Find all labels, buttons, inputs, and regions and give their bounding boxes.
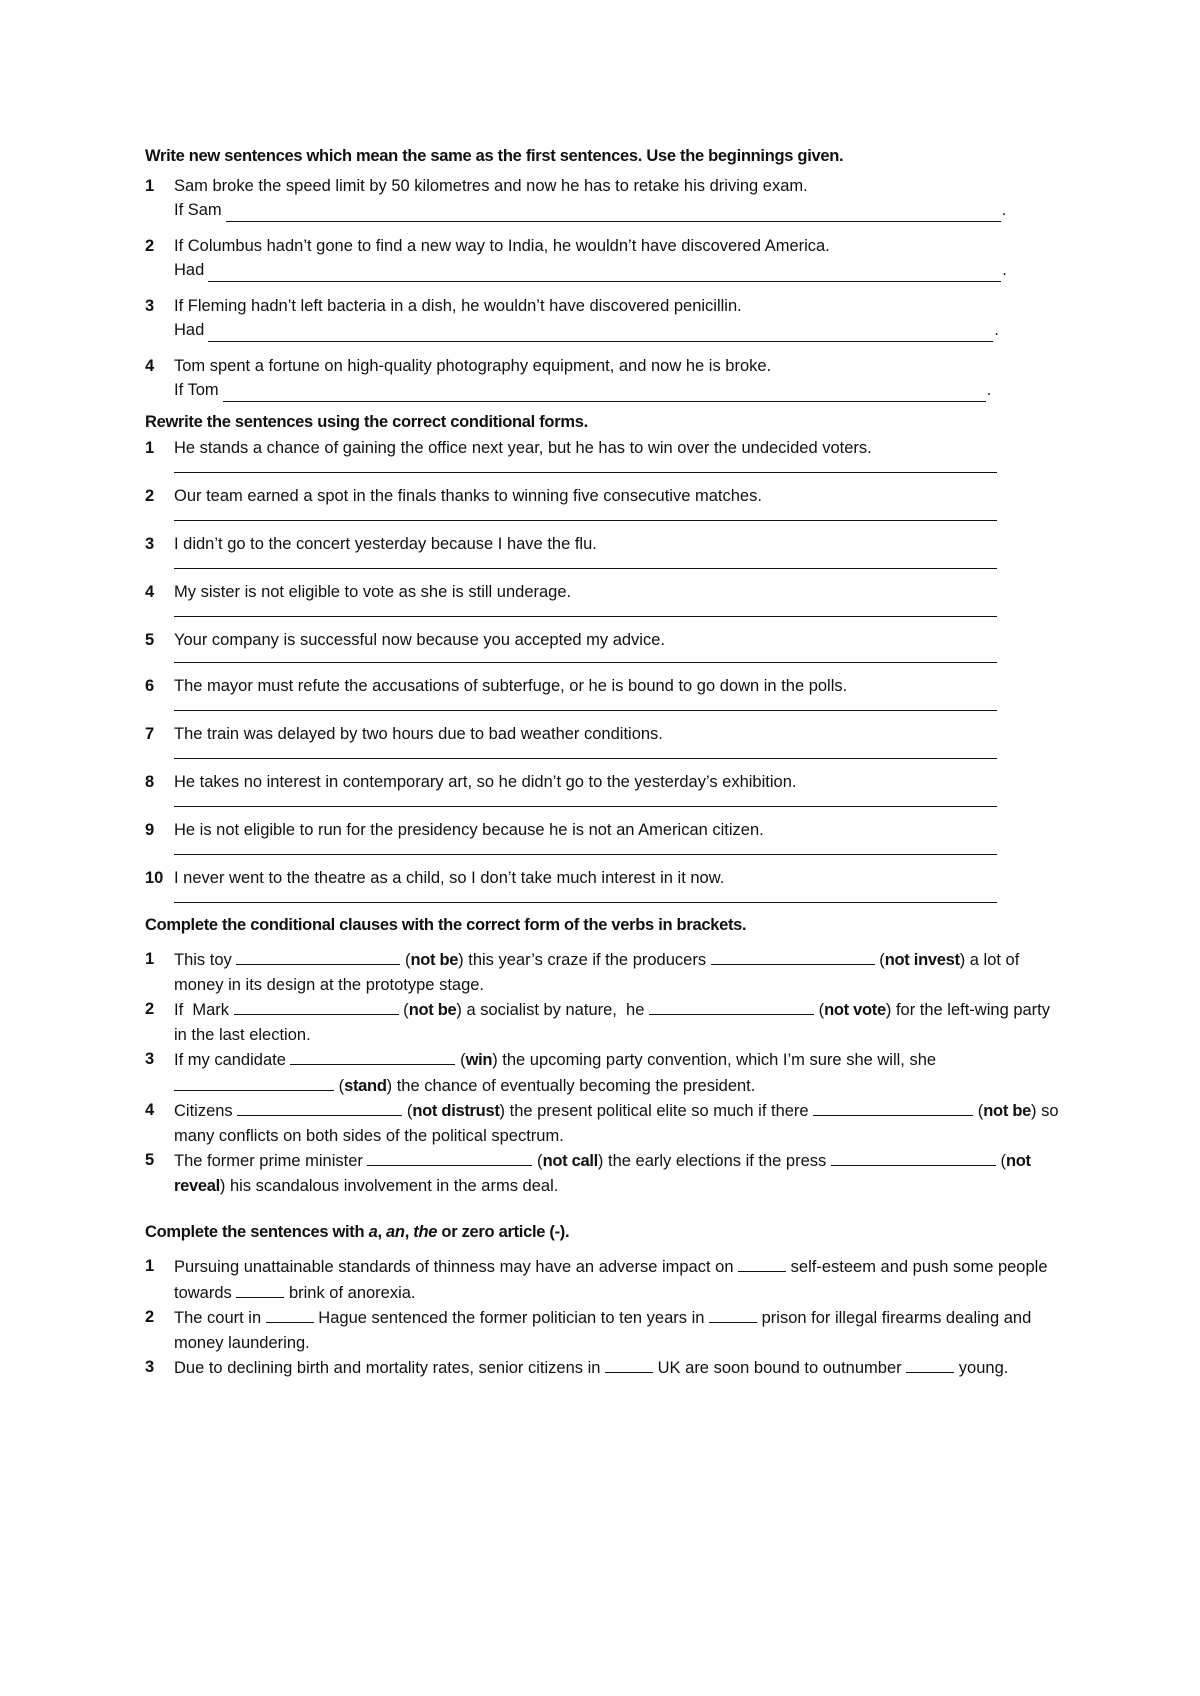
item-number: 10 (145, 869, 164, 887)
section-4-heading: Complete the sentences with a, an, the or zero article (-). (145, 1223, 570, 1241)
answer-line[interactable] (174, 698, 997, 711)
section-1-heading: Write new sentences which mean the same as the first sentences. Use the beginnings given. (145, 147, 844, 165)
item-sentence: Tom spent a fortune on high-quality photography equipment, and now he is broke. (174, 357, 772, 375)
answer-blank[interactable] (236, 947, 400, 965)
item-number: 3 (145, 1358, 155, 1376)
list-item (145, 580, 1065, 617)
list-item (145, 818, 1065, 855)
item-number: 3 (145, 1050, 155, 1068)
verb-hint: not vote (824, 1001, 886, 1019)
list-item: 1 Pursuing unattainable standards of thinness may have an adverse impact on self-esteem and push some people towards brink of anorexia. (145, 1254, 1065, 1305)
item-sentence: Sam broke the speed limit by 50 kilometres and now he has to retake his driving exam. (174, 177, 808, 195)
list-item: 1 Sam broke the speed limit by 50 kilometres and now he has to retake his driving exam. If Sam . (145, 174, 1065, 222)
section-3-heading: Complete the conditional clauses with the correct form of the verbs in brackets. (145, 916, 747, 934)
answer-blank[interactable] (223, 382, 986, 402)
answer-line[interactable] (174, 460, 997, 473)
item-number: 6 (145, 677, 155, 695)
answer-line[interactable] (174, 794, 997, 807)
item-number: 5 (145, 631, 155, 649)
verb-hint: not be (983, 1102, 1031, 1120)
answer-blank[interactable] (237, 1098, 402, 1116)
answer-blank[interactable] (174, 1073, 334, 1091)
list-item (145, 722, 1065, 759)
item-number: 3 (145, 535, 155, 553)
answer-prefix: If Tom (174, 381, 219, 399)
verb-hint: not be (410, 951, 459, 969)
list-item: 2 The court in Hague sentenced the former politician to ten years in prison for illegal firearms dealing and money laundering. (145, 1305, 1065, 1355)
list-item: 3 Due to declining birth and mortality rates, senior citizens in UK are soon bound to outnumber young. (145, 1355, 1065, 1381)
verb-hint: not invest (884, 951, 960, 969)
answer-blank[interactable] (605, 1355, 653, 1373)
list-item (145, 674, 1065, 711)
answer-blank[interactable] (813, 1098, 973, 1116)
item-number: 1 (145, 1257, 155, 1275)
answer-blank[interactable] (649, 997, 814, 1015)
verb-hint: not call (542, 1152, 598, 1170)
answer-line[interactable] (174, 746, 997, 759)
item-sentence: He takes no interest in contemporary art, so he didn’t go to the yesterday’s exhibition. (174, 773, 797, 791)
verb-hint: not reveal (174, 1152, 1031, 1195)
verb-hint: not distrust (412, 1102, 500, 1120)
item-sentence: Your company is successful now because you accepted my advice. (174, 631, 665, 649)
verb-hint: win (465, 1051, 493, 1069)
answer-blank[interactable] (234, 997, 399, 1015)
list-item: 3 If Fleming hadn’t left bacteria in a dish, he wouldn’t have discovered penicillin. Had . (145, 294, 1065, 342)
item-number: 1 (145, 177, 155, 195)
answer-blank[interactable] (709, 1305, 757, 1323)
item-sentence: He stands a chance of gaining the office next year, but he has to win over the undecided voters. (174, 439, 872, 457)
answer-line[interactable] (174, 842, 997, 855)
section-conditional-forms (145, 410, 1065, 903)
list-item: 2 If Mark (not be) a socialist by nature, he (not vote) for the left-wing party in the last election. (145, 997, 1065, 1047)
list-item: 3 If my candidate (win) the upcoming party convention, which I’m sure she will, she (stand) the chance of eventually becoming the president. (145, 1047, 1065, 1098)
list-item (145, 532, 1065, 569)
answer-blank[interactable] (266, 1305, 314, 1323)
list-item (145, 484, 1065, 521)
list-item: 4 Citizens (not distrust) the present political elite so much if there (not be) so many conflicts on both sides of the political spectrum. (145, 1098, 1065, 1148)
item-number: 2 (145, 487, 155, 505)
item-number: 5 (145, 1151, 155, 1169)
answer-blank[interactable] (208, 322, 993, 342)
item-number: 7 (145, 725, 155, 743)
answer-prefix: Had (174, 261, 205, 279)
item-sentence: If Fleming hadn’t left bacteria in a dish, he wouldn’t have discovered penicillin. (174, 297, 742, 315)
answer-blank[interactable] (906, 1355, 954, 1373)
section-rewrite-beginnings (145, 144, 1065, 402)
answer-blank[interactable] (367, 1148, 532, 1166)
answer-blank[interactable] (711, 947, 875, 965)
item-sentence: The mayor must refute the accusations of subterfuge, or he is bound to go down in the polls. (174, 677, 848, 695)
item-sentence: If Columbus hadn’t gone to find a new way to India, he wouldn’t have discovered America. (174, 237, 830, 255)
section-2-heading: Rewrite the sentences using the correct conditional forms. (145, 413, 588, 431)
answer-blank[interactable] (226, 202, 1001, 222)
item-sentence: The train was delayed by two hours due to bad weather conditions. (174, 725, 663, 743)
answer-blank[interactable] (208, 262, 1001, 282)
item-number: 8 (145, 773, 155, 791)
list-item (145, 770, 1065, 807)
item-number: 4 (145, 357, 155, 375)
item-sentence: Our team earned a spot in the finals thanks to winning five consecutive matches. (174, 487, 762, 505)
list-item: 5 The former prime minister (not call) the early elections if the press (not reveal) his scandalous involvement in the arms deal. (145, 1148, 1065, 1198)
answer-line[interactable] (174, 556, 997, 569)
list-item: 1 This toy (not be) this year’s craze if the producers (not invest) a lot of money in its design at the prototype stage. (145, 947, 1065, 997)
item-sentence: My sister is not eligible to vote as she is still underage. (174, 583, 572, 601)
answer-prefix: Had (174, 321, 205, 339)
item-sentence: He is not eligible to run for the presidency because he is not an American citizen. (174, 821, 764, 839)
worksheet (145, 144, 1065, 1381)
item-sentence: I didn’t go to the concert yesterday because I have the flu. (174, 535, 597, 553)
item-number: 4 (145, 583, 155, 601)
list-item: 2 If Columbus hadn’t gone to find a new way to India, he wouldn’t have discovered America. Had . (145, 234, 1065, 282)
answer-line[interactable] (174, 508, 997, 521)
section-articles (145, 1220, 1065, 1381)
item-number: 9 (145, 821, 155, 839)
item-number: 2 (145, 1308, 155, 1326)
answer-line[interactable] (174, 890, 997, 903)
list-item: 4 Tom spent a fortune on high-quality photography equipment, and now he is broke. If Tom . (145, 354, 1065, 402)
answer-blank[interactable] (290, 1047, 455, 1065)
list-item (145, 628, 1065, 663)
item-number: 4 (145, 1101, 155, 1119)
item-number: 1 (145, 950, 155, 968)
verb-hint: stand (344, 1076, 387, 1095)
answer-blank[interactable] (831, 1148, 996, 1166)
item-number: 2 (145, 1000, 155, 1018)
answer-blank[interactable] (738, 1254, 786, 1272)
item-number: 3 (145, 297, 155, 315)
list-item (145, 866, 1065, 903)
answer-blank[interactable] (236, 1280, 284, 1298)
verb-hint: not be (408, 1001, 457, 1019)
item-number: 2 (145, 237, 155, 255)
answer-line[interactable] (174, 604, 997, 617)
answer-line[interactable] (174, 652, 997, 663)
list-item (145, 436, 1065, 473)
answer-prefix: If Sam (174, 201, 222, 219)
item-sentence: I never went to the theatre as a child, so I don’t take much interest in it now. (174, 869, 725, 887)
section-conditional-clauses (145, 913, 1065, 1198)
item-number: 1 (145, 439, 155, 457)
